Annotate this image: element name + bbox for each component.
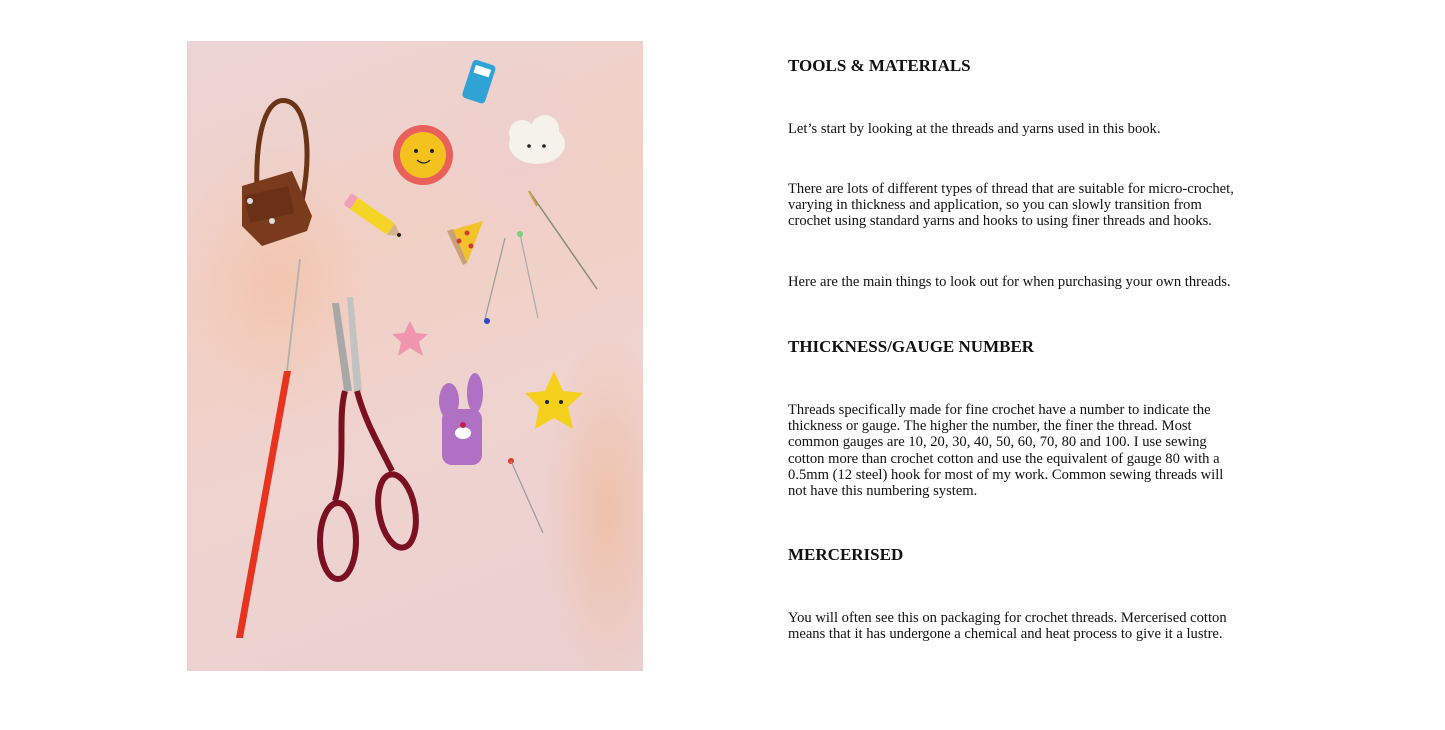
calculator-figure [461, 59, 496, 104]
tools-materials-photo [187, 41, 643, 671]
paragraph-mercerised: You will often see this on packaging for crochet threads. Mercerised cotton means that it has undergone a chemical and heat process to give it a lustre. [788, 610, 1227, 643]
pink-star-figure [392, 321, 428, 356]
heading-tools-materials: TOOLS & MATERIALS [788, 56, 971, 75]
crochet-hook [236, 259, 300, 638]
pin-blue [485, 238, 505, 319]
crochet-bag-figure [242, 101, 312, 246]
heading-thickness-gauge: THICKNESS/GAUGE NUMBER [788, 337, 1035, 356]
photo-illustration [187, 41, 643, 671]
pin-green [520, 234, 538, 318]
pizza-figure [447, 221, 483, 265]
heading-mercerised: MERCERISED [788, 545, 904, 564]
paragraph-purchasing: Here are the main things to look out for when purchasing your own threads. [788, 274, 1231, 290]
paragraph-thread-types: There are lots of different types of thread that are suitable for micro-crochet, varying in thickness and application, so you can slowly transition from crochet using standard yarns and hooks to using finer threads and hooks. [788, 181, 1234, 230]
bunny-figure [439, 373, 483, 465]
yellow-star-figure [525, 371, 583, 429]
needle [529, 191, 597, 289]
pencil-figure [343, 193, 404, 242]
paragraph-thickness: Threads specifically made for fine crochet have a number to indicate the thickness or gauge. The higher the number, the finer the thread. Most common gauges are 10, 20, 30, 40, 50, 60, 70, 80 and 100. I use sewing cotton more than crochet cotton and use the equivalent of gauge 80 with a 0.5mm (12 steel) hook for most of my work. Common sewing threads will not have this numbering system. [788, 402, 1224, 500]
sun-figure [393, 125, 453, 185]
paragraph-intro: Let’s start by looking at the threads and yarns used in this book. [788, 121, 1161, 137]
cloud-figure [509, 115, 565, 164]
